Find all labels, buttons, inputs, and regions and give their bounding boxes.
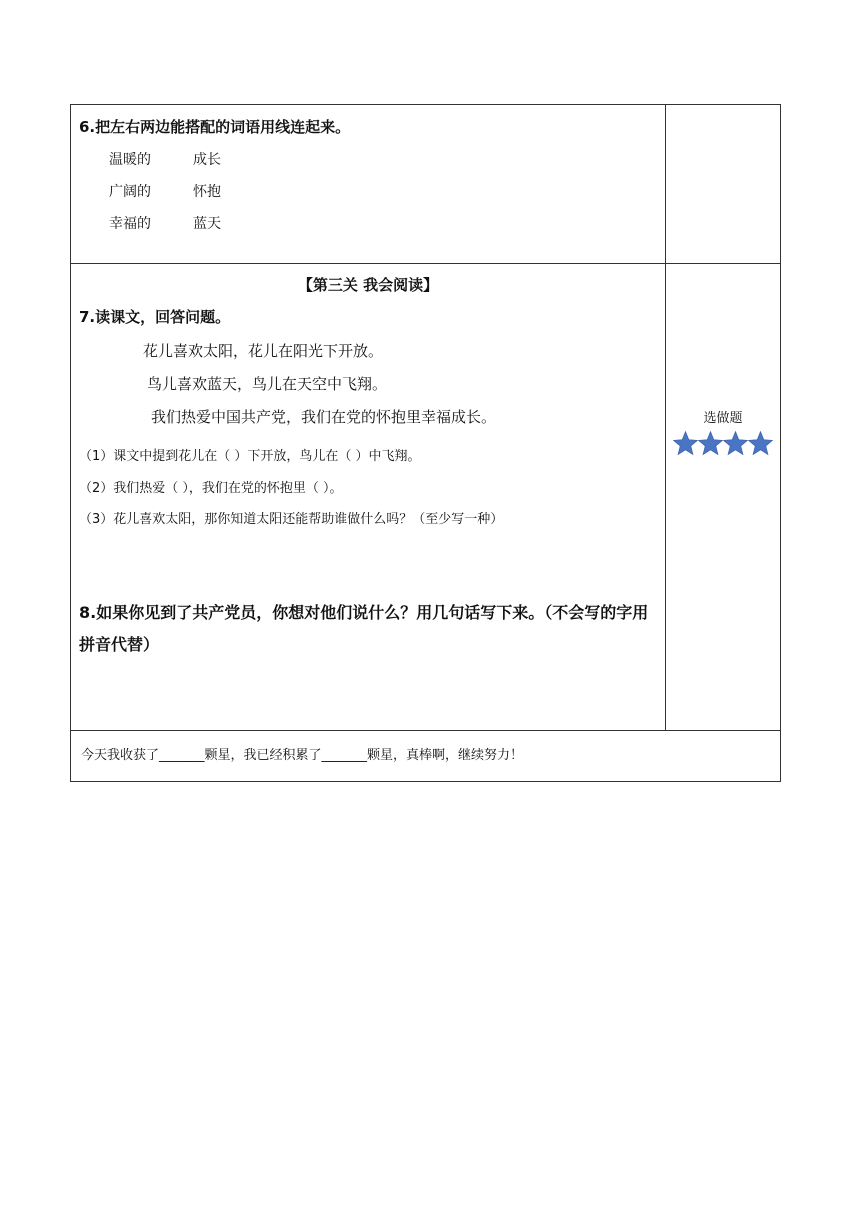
star-icon [747, 430, 774, 457]
optional-question-label: 选做题 [703, 411, 743, 426]
worksheet-table [70, 104, 781, 782]
footer-text: 今天我收获了_______颗星，我已经积累了_______颗星，真棒啊，继续努力！ [81, 748, 524, 763]
difficulty-stars [666, 430, 780, 461]
passage-line: 我们热爱中国共产党，我们在党的怀抱里幸福成长。 [151, 408, 497, 426]
section3-cell [71, 264, 666, 731]
q6-side-cell [666, 105, 781, 264]
sub-question: （1）课文中提到花儿在（ ）下开放，鸟儿在（ ）中飞翔。 [79, 449, 421, 464]
match-left-word: 温暖的 [109, 152, 151, 168]
match-left-word: 幸福的 [109, 216, 151, 232]
q6-title: 6.把左右两边能搭配的词语用线连起来。 [79, 118, 351, 136]
section3-row [71, 264, 781, 731]
footer-row [71, 731, 781, 782]
q6-cell [71, 105, 666, 264]
sub-question: （2）我们热爱（ ），我们在党的怀抱里（ ）。 [79, 481, 343, 496]
passage-line: 花儿喜欢太阳，花儿在阳光下开放。 [143, 342, 384, 360]
worksheet [70, 104, 780, 782]
q6-row [71, 105, 781, 264]
star-icon [672, 430, 699, 457]
match-right-word: 怀抱 [193, 184, 221, 200]
match-left-word: 广阔的 [109, 184, 151, 200]
footer-cell [71, 731, 781, 782]
star-icon [697, 430, 724, 457]
sub-question: （3）花儿喜欢太阳，那你知道太阳还能帮助谁做什么吗？（至少写一种） [79, 512, 504, 527]
star-icon [722, 430, 749, 457]
match-right-word: 蓝天 [193, 216, 221, 232]
section-title: 【第三关 我会阅读】 [297, 276, 439, 294]
q7-title: 7.读课文，回答问题。 [79, 308, 231, 326]
passage-line: 鸟儿喜欢蓝天，鸟儿在天空中飞翔。 [147, 375, 388, 393]
match-right-word: 成长 [193, 152, 221, 168]
q8-text: 8.如果你见到了共产党员，你想对他们说什么？用几句话写下来。（不会写的字用拼音代替） [79, 603, 649, 654]
section3-side-cell [666, 264, 781, 731]
